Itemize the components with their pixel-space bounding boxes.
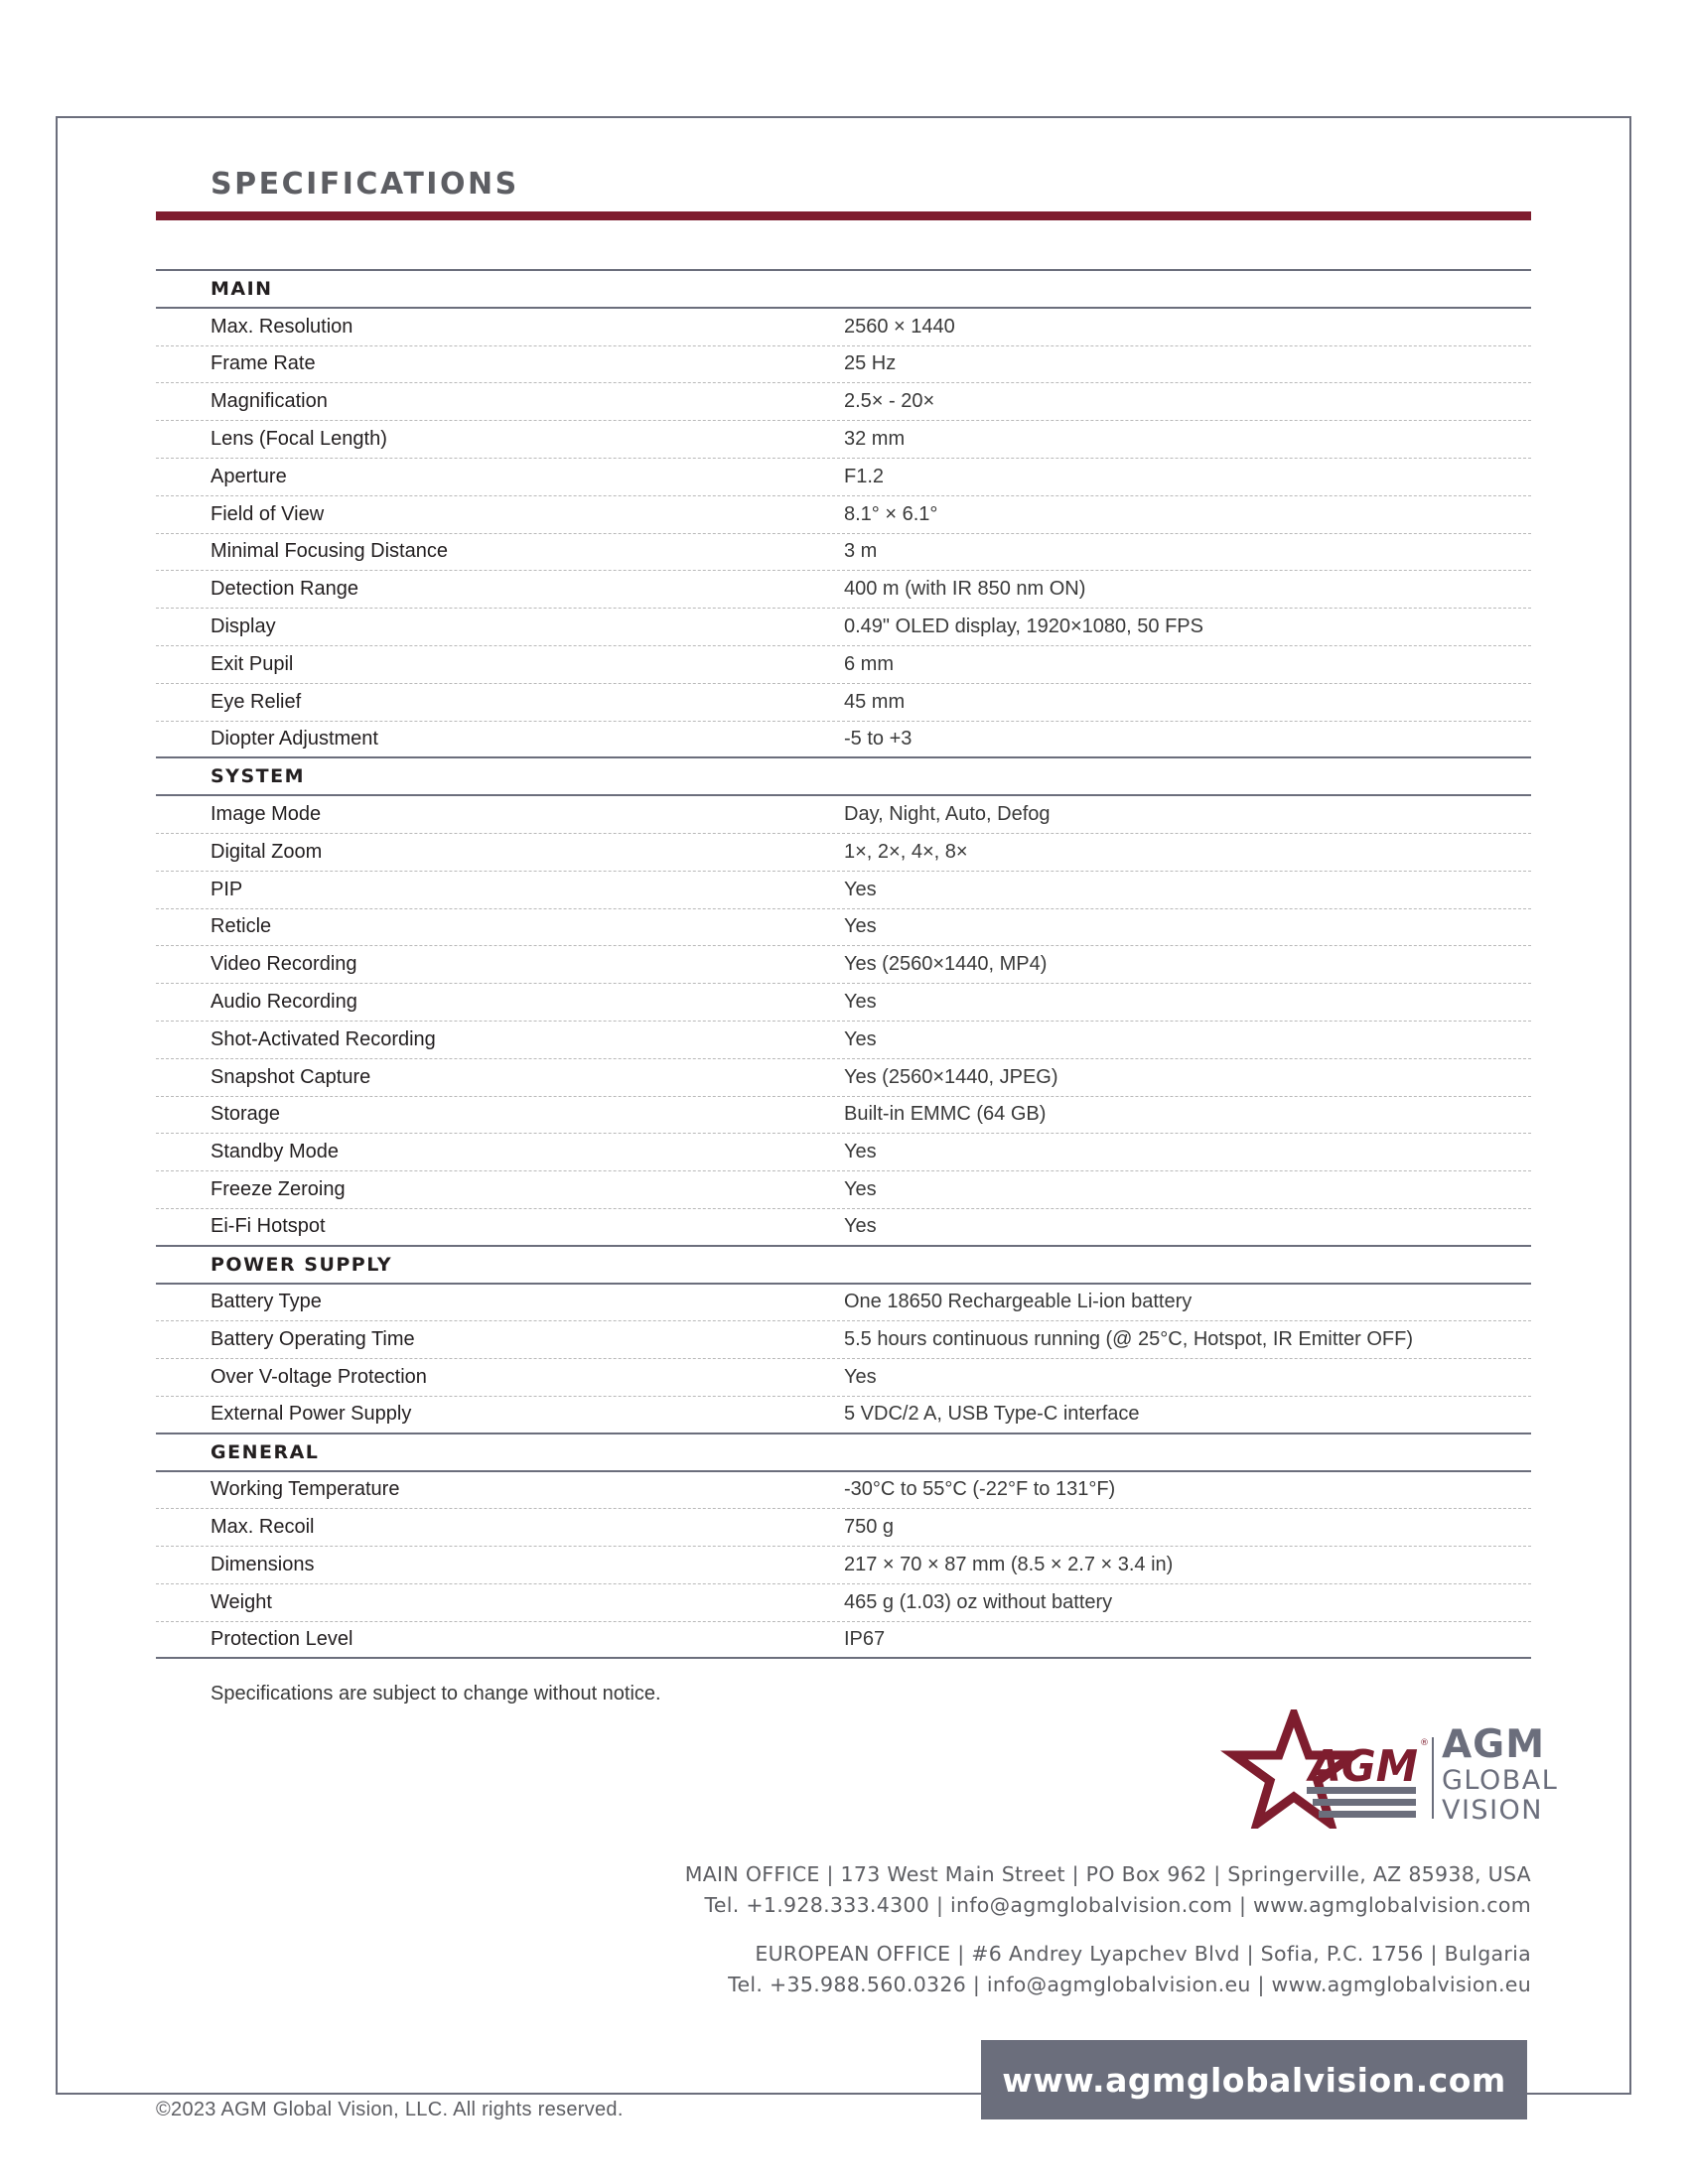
spec-table	[156, 269, 1531, 1659]
spec-value: 3 m	[844, 540, 878, 563]
spec-value: Yes	[844, 1366, 877, 1388]
spec-row	[156, 1622, 1531, 1660]
spec-row	[156, 1209, 1531, 1247]
main-office-address	[685, 1859, 1531, 1921]
spec-value: Yes	[844, 878, 877, 900]
spec-row	[156, 1359, 1531, 1397]
title-rule	[156, 211, 1531, 220]
spec-name: Detection Range	[211, 578, 358, 601]
notice-text: Specifications are subject to change without notice.	[211, 1683, 661, 1705]
section-header	[156, 1247, 1531, 1285]
spec-value: 465 g (1.03) oz without battery	[844, 1590, 1113, 1613]
spec-value: F1.2	[844, 465, 885, 487]
spec-name: Magnification	[211, 390, 328, 413]
spec-name: Working Temperature	[211, 1478, 400, 1501]
spec-row	[156, 496, 1531, 534]
spec-value: Yes (2560×1440, JPEG)	[844, 1065, 1058, 1088]
spec-value: 217 × 70 × 87 mm (8.5 × 2.7 × 3.4 in)	[844, 1553, 1174, 1575]
spec-name: Battery Operating Time	[211, 1328, 415, 1351]
spec-name: Aperture	[211, 465, 287, 487]
logo-brand: AGM	[1442, 1722, 1546, 1767]
spec-row	[156, 984, 1531, 1022]
spec-name: External Power Supply	[211, 1403, 412, 1426]
section-header-label: GENERAL	[211, 1440, 320, 1463]
spec-name: Display	[211, 615, 276, 638]
main-office-line2: Tel. +1.928.333.4300 | info@agmglobalvision.com | www.agmglobalvision.com	[704, 1893, 1531, 1917]
spec-value: 2.5× - 20×	[844, 390, 935, 413]
spec-row	[156, 1397, 1531, 1434]
logo-wordmark	[1442, 1722, 1559, 1826]
spec-value: 400 m (with IR 850 nm ON)	[844, 578, 1086, 601]
spec-row	[156, 1584, 1531, 1622]
european-office-address	[728, 1939, 1531, 2000]
section-header	[156, 1434, 1531, 1472]
spec-name: Dimensions	[211, 1553, 315, 1575]
spec-row	[156, 909, 1531, 947]
spec-value: 5.5 hours continuous running (@ 25°C, Hotspot, IR Emitter OFF)	[844, 1328, 1413, 1351]
spec-value: -5 to +3	[844, 727, 913, 750]
spec-value: Yes	[844, 1178, 877, 1201]
spec-value: 5 VDC/2 A, USB Type-C interface	[844, 1403, 1140, 1426]
spec-row	[156, 609, 1531, 646]
section-header-label: POWER SUPPLY	[211, 1253, 393, 1276]
spec-name: Shot-Activated Recording	[211, 1027, 436, 1050]
spec-name: Weight	[211, 1590, 272, 1613]
spec-value: 25 Hz	[844, 352, 897, 375]
spec-name: Image Mode	[211, 803, 322, 826]
spec-name: Frame Rate	[211, 352, 316, 375]
spec-name: Eye Relief	[211, 690, 302, 713]
spec-value: 0.49" OLED display, 1920×1080, 50 FPS	[844, 615, 1203, 638]
spec-row	[156, 872, 1531, 909]
page-title: SPECIFICATIONS	[211, 167, 519, 202]
spec-value: 6 mm	[844, 652, 894, 675]
website-banner-text[interactable]: www.agmglobalvision.com	[1002, 2060, 1506, 2100]
spec-name: Snapshot Capture	[211, 1065, 371, 1088]
spec-name: Exit Pupil	[211, 652, 294, 675]
spec-row	[156, 534, 1531, 572]
website-banner[interactable]	[981, 2040, 1527, 2119]
copyright-text: ©2023 AGM Global Vision, LLC. All rights reserved.	[156, 2099, 624, 2120]
spec-row	[156, 1134, 1531, 1171]
spec-row	[156, 722, 1531, 759]
spec-row	[156, 1097, 1531, 1135]
spec-value: Yes	[844, 1215, 877, 1238]
spec-value: Yes	[844, 991, 877, 1014]
spec-row	[156, 346, 1531, 384]
spec-name: Field of View	[211, 502, 325, 525]
logo-line2: VISION	[1442, 1795, 1543, 1826]
spec-value: 2560 × 1440	[844, 315, 955, 338]
spec-name: Standby Mode	[211, 1141, 339, 1163]
spec-value: Yes (2560×1440, MP4)	[844, 953, 1048, 976]
spec-row	[156, 1171, 1531, 1209]
spec-name: Protection Level	[211, 1628, 353, 1651]
spec-row	[156, 1509, 1531, 1547]
spec-value: 45 mm	[844, 690, 906, 713]
logo-mark-text: AGM	[1306, 1741, 1418, 1792]
section-header-label: SYSTEM	[211, 765, 305, 788]
spec-name: Storage	[211, 1103, 281, 1126]
spec-name: Max. Recoil	[211, 1516, 315, 1539]
spec-row	[156, 421, 1531, 459]
spec-value: 750 g	[844, 1516, 895, 1539]
spec-value: 8.1° × 6.1°	[844, 502, 938, 525]
spec-value: Yes	[844, 915, 877, 938]
spec-name: Lens (Focal Length)	[211, 428, 387, 451]
spec-row	[156, 1547, 1531, 1584]
spec-name: PIP	[211, 878, 243, 900]
spec-name: Reticle	[211, 915, 272, 938]
spec-row	[156, 459, 1531, 496]
spec-name: Minimal Focusing Distance	[211, 540, 448, 563]
spec-value: Day, Night, Auto, Defog	[844, 803, 1051, 826]
spec-row	[156, 1022, 1531, 1059]
spec-name: Max. Resolution	[211, 315, 353, 338]
spec-row	[156, 383, 1531, 421]
spec-name: Video Recording	[211, 953, 357, 976]
spec-value: 32 mm	[844, 428, 906, 451]
spec-row	[156, 1285, 1531, 1322]
spec-name: Digital Zoom	[211, 840, 323, 863]
section-header	[156, 271, 1531, 309]
logo-line1: GLOBAL	[1442, 1765, 1559, 1796]
spec-value: Built-in EMMC (64 GB)	[844, 1103, 1047, 1126]
spec-value: One 18650 Rechargeable Li-ion battery	[844, 1291, 1193, 1313]
spec-row	[156, 571, 1531, 609]
svg-text:®: ®	[1420, 1738, 1429, 1748]
spec-row	[156, 796, 1531, 834]
spec-name: Freeze Zeroing	[211, 1178, 346, 1201]
spec-row	[156, 1059, 1531, 1097]
section-header-label: MAIN	[211, 277, 273, 300]
spec-value: Yes	[844, 1141, 877, 1163]
spec-row	[156, 1321, 1531, 1359]
spec-value: Yes	[844, 1027, 877, 1050]
spec-row	[156, 834, 1531, 872]
spec-name: Diopter Adjustment	[211, 727, 378, 750]
spec-value: IP67	[844, 1628, 886, 1651]
spec-value: -30°C to 55°C (-22°F to 131°F)	[844, 1478, 1116, 1501]
spec-row	[156, 309, 1531, 346]
spec-value: 1×, 2×, 4×, 8×	[844, 840, 968, 863]
main-office-line1: MAIN OFFICE | 173 West Main Street | PO Box 962 | Springerville, AZ 85938, USA	[684, 1862, 1531, 1886]
spec-name: Battery Type	[211, 1291, 322, 1313]
section-header	[156, 758, 1531, 796]
spec-row	[156, 1472, 1531, 1510]
european-office-line2: Tel. +35.988.560.0326 | info@agmglobalvision.eu | www.agmglobalvision.eu	[728, 1973, 1531, 1996]
spec-name: Ei-Fi Hotspot	[211, 1215, 326, 1238]
spec-name: Audio Recording	[211, 991, 357, 1014]
spec-row	[156, 646, 1531, 684]
european-office-line1: EUROPEAN OFFICE | #6 Andrey Lyapchev Blvd | Sofia, P.C. 1756 | Bulgaria	[755, 1942, 1531, 1966]
spec-row	[156, 684, 1531, 722]
spec-name: Over V-oltage Protection	[211, 1366, 427, 1388]
spec-row	[156, 946, 1531, 984]
